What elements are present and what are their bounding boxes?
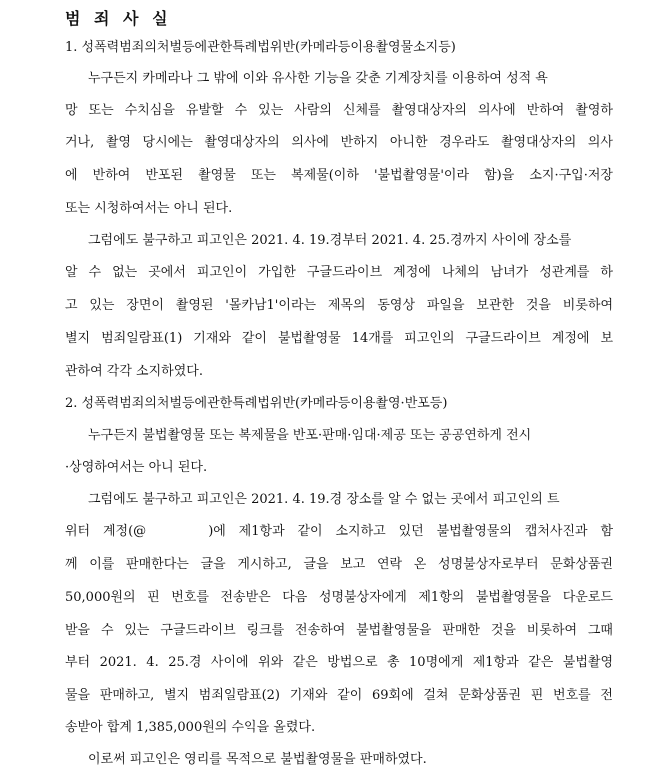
section-1-paragraph-2-line: 고 있는 장면이 촬영된 '몰카남1'이라는 제목의 동영상 파일을 보관한 것을 비롯하여 — [65, 298, 613, 313]
conclusion-line: 이로써 피고인은 영리를 목적으로 불법촬영물을 판매하였다. — [88, 752, 427, 767]
section-1-heading: 1. 성폭력범죄의처벌등에관한특례법위반(카메라등이용촬영물소지등) — [65, 40, 456, 55]
section-1-paragraph-2-line: 그럼에도 불구하고 피고인은 2021. 4. 19.경부터 2021. 4. 25.경까지 사이에 장소를 — [88, 233, 572, 248]
section-2-paragraph-1-line: ·상영하여서는 아니 된다. — [65, 460, 208, 475]
section-1-paragraph-2-line: 별지 범죄일람표(1) 기재와 같이 불법촬영물 14개를 피고인의 구글드라이브 계정에 보 — [65, 331, 613, 346]
twitter-account-prefix: 위터 계정(@ — [65, 524, 147, 539]
section-1-paragraph-1-line: 거나, 촬영 당시에는 촬영대상자의 의사에 반하지 아니한 경우라도 촬영대상자의 의사 — [65, 135, 613, 150]
section-2-paragraph-2-line: 50,000원의 핀 번호를 전송받은 다음 성명불상자에게 제1항의 불법촬영물을 다운로드 — [65, 590, 613, 605]
document-title: 범 죄 사 실 — [65, 9, 172, 28]
section-2-heading: 2. 성폭력범죄의처벌등에관한특례법위반(카메라등이용촬영·반포등) — [65, 396, 448, 411]
twitter-account-suffix: )에 제1항과 같이 소지하고 있던 불법촬영물의 캡처사진과 함 — [208, 524, 614, 539]
section-2-paragraph-2-line: 물을 판매하고, 별지 범죄일람표(2) 기재와 같이 69회에 걸쳐 문화상품권 핀 번호를 전 — [65, 688, 613, 703]
section-1-paragraph-1-line: 에 반하여 반포된 촬영물 또는 복제물(이하 '불법촬영물'이라 함)을 소지·구입·저장 — [65, 168, 613, 183]
section-2-paragraph-2-line: 부터 2021. 4. 25.경 사이에 위와 같은 방법으로 총 10명에게 제1항과 같은 불법촬영 — [65, 655, 613, 670]
section-2-paragraph-2-line: 송받아 합계 1,385,000원의 수익을 올렸다. — [65, 720, 316, 735]
section-1-paragraph-1-line: 누구든지 카메라나 그 밖에 이와 유사한 기능을 갖춘 기계장치를 이용하여 성적 욕 — [88, 71, 548, 86]
section-2-paragraph-2-line-with-redaction — [65, 524, 613, 540]
section-2-paragraph-2-line: 께 이를 판매한다는 글을 게시하고, 글을 보고 연락 온 성명불상자로부터 문화상품권 — [65, 557, 613, 572]
section-2-paragraph-2-line: 그럼에도 불구하고 피고인은 2021. 4. 19.경 장소를 알 수 없는 곳에서 피고인의 트 — [88, 492, 560, 507]
section-1-paragraph-2-line: 알 수 없는 곳에서 피고인이 가입한 구글드라이브 계정에 나체의 남녀가 성관계를 하 — [65, 265, 613, 280]
section-1-paragraph-2-line: 관하여 각각 소지하였다. — [65, 364, 203, 379]
section-1-paragraph-1-line: 또는 시청하여서는 아니 된다. — [65, 201, 233, 216]
section-2-paragraph-2-line: 받을 수 있는 구글드라이브 링크를 전송하여 불법촬영물을 판매한 것을 비롯하여 그때 — [65, 623, 613, 638]
section-1-paragraph-1-line: 망 또는 수치심을 유발할 수 있는 사람의 신체를 촬영대상자의 의사에 반하여 촬영하 — [65, 103, 613, 118]
section-2-paragraph-1-line: 누구든지 불법촬영물 또는 복제물을 반포·판매·임대·제공 또는 공공연하게 전시 — [88, 428, 532, 443]
